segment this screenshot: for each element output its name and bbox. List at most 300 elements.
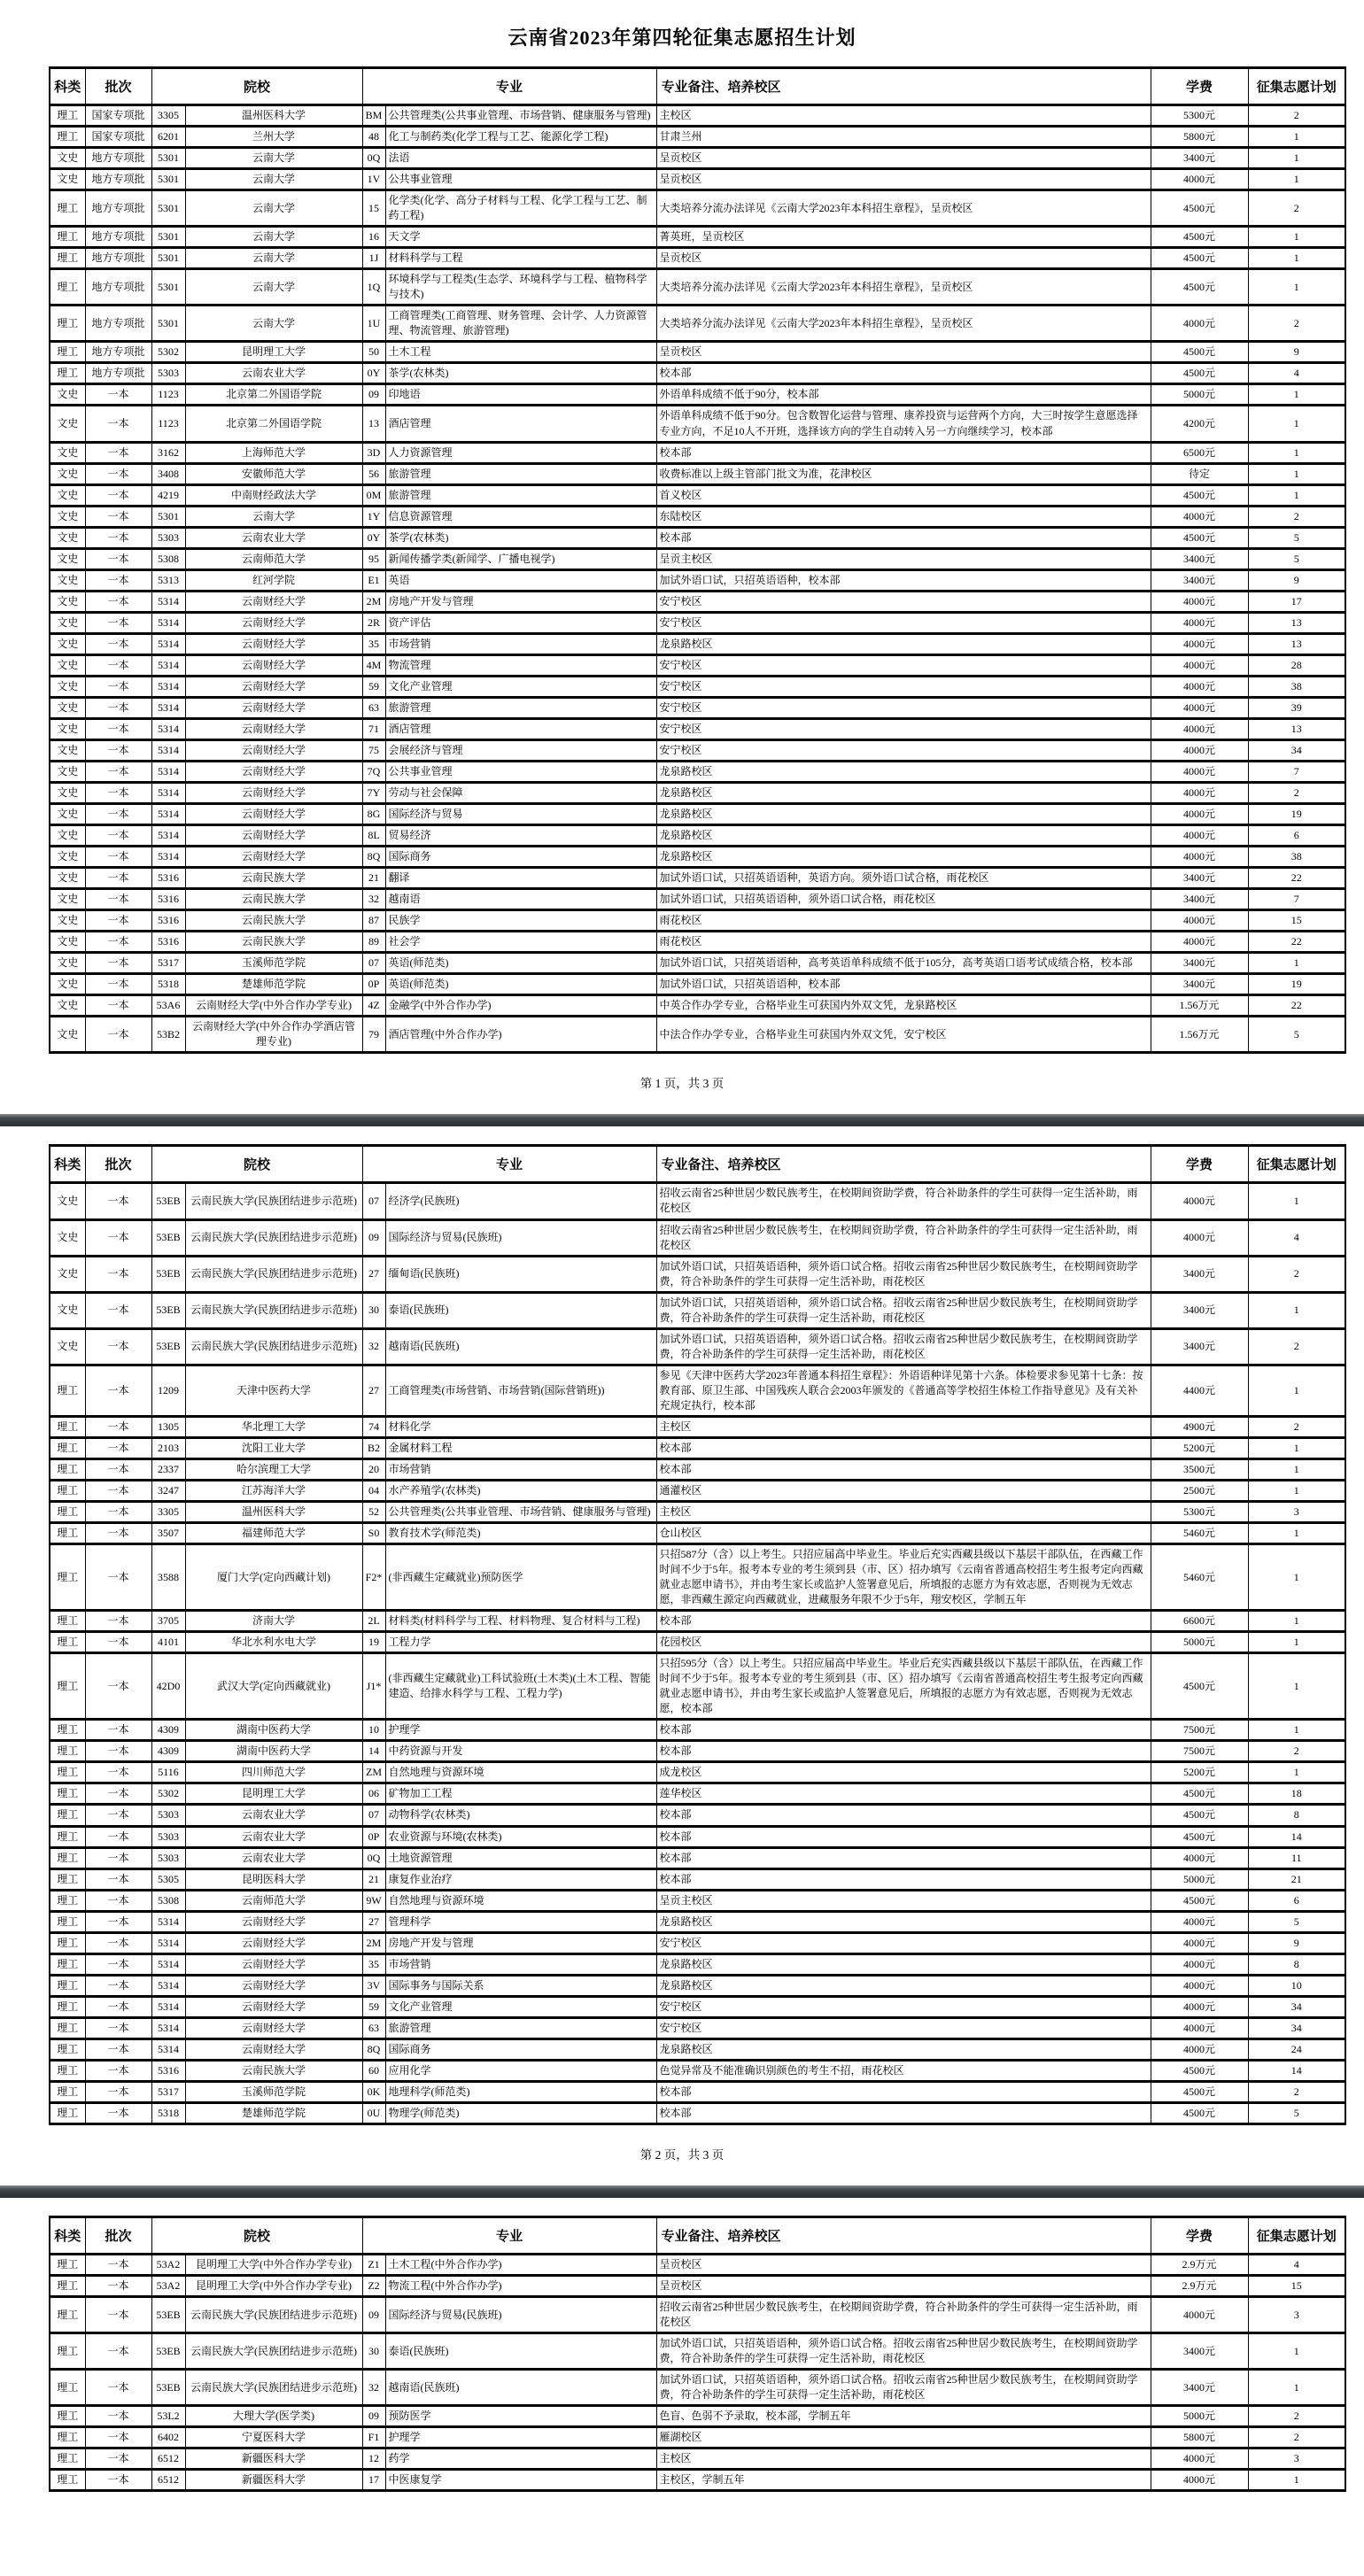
batch-cell: 一本 xyxy=(85,1720,151,1741)
major-code-cell: 0U xyxy=(362,2102,385,2123)
major-name-cell: 工程力学 xyxy=(385,1632,656,1653)
batch-cell: 一本 xyxy=(85,2470,151,2491)
college-name-cell: 温州医科大学 xyxy=(185,105,362,127)
plan-count-cell: 1 xyxy=(1248,384,1345,406)
major-name-cell: 国际经济与贸易(民族班) xyxy=(385,2297,656,2333)
plan-count-cell: 8 xyxy=(1248,1953,1345,1975)
page-3 xyxy=(0,2216,1364,2492)
table-row xyxy=(50,1953,1345,1975)
major-code-cell: 74 xyxy=(362,1416,385,1437)
batch-cell: 一本 xyxy=(85,484,151,506)
major-name-cell: 印地语 xyxy=(385,384,656,406)
major-name-cell: 国际经济与贸易(民族班) xyxy=(385,1219,656,1256)
table-row xyxy=(50,847,1345,868)
remark-campus-cell: 东陆校区 xyxy=(656,506,1151,527)
plan-count-cell: 1 xyxy=(1248,484,1345,506)
col-header-major: 专业 xyxy=(362,68,656,105)
batch-cell: 一本 xyxy=(85,2370,151,2406)
header-row xyxy=(50,1146,1345,1183)
table-row xyxy=(50,190,1345,227)
admission-plan-table-3 xyxy=(49,2216,1346,2492)
college-code-cell: 53EB xyxy=(151,1219,185,1256)
major-name-cell: 康复作业治疗 xyxy=(385,1868,656,1890)
table-row xyxy=(50,910,1345,932)
college-code-cell: 5314 xyxy=(151,591,185,612)
table-row xyxy=(50,1741,1345,1762)
major-name-cell: 越南语 xyxy=(385,889,656,910)
table-row xyxy=(50,1632,1345,1653)
table-header xyxy=(50,1146,1345,1183)
plan-count-cell: 11 xyxy=(1248,1847,1345,1868)
remark-campus-cell: 龙泉路校区 xyxy=(656,1953,1151,1975)
remark-campus-cell: 加试外语口试，只招英语语种，高考英语单科成绩不低于105分，高考英语口语考试成绩合格，校本部 xyxy=(656,953,1151,974)
plan-count-cell: 5 xyxy=(1248,1017,1345,1053)
major-code-cell: 0Q xyxy=(362,148,385,169)
major-name-cell: 经济学(民族班) xyxy=(385,1183,656,1219)
col-header-plan-count: 征集志愿计划 xyxy=(1248,2216,1345,2254)
plan-count-cell: 4 xyxy=(1248,2254,1345,2275)
college-name-cell: 云南财经大学 xyxy=(185,783,362,804)
fee-cell: 4000元 xyxy=(1151,1219,1248,1256)
batch-cell: 一本 xyxy=(85,974,151,995)
college-code-cell: 3408 xyxy=(151,463,185,484)
batch-cell: 一本 xyxy=(85,633,151,654)
batch-cell: 地方专项批 xyxy=(85,269,151,306)
major-code-cell: 21 xyxy=(362,1868,385,1890)
major-name-cell: 社会学 xyxy=(385,932,656,953)
remark-campus-cell: 安宁校区 xyxy=(656,591,1151,612)
college-name-cell: 云南财经大学 xyxy=(185,718,362,739)
table-row xyxy=(50,1416,1345,1437)
college-code-cell: 5314 xyxy=(151,739,185,761)
category-cell: 理工 xyxy=(50,2427,85,2448)
remark-campus-cell: 菁英班，呈贡校区 xyxy=(656,227,1151,248)
college-code-cell: 5301 xyxy=(151,506,185,527)
college-code-cell: 53EB xyxy=(151,2333,185,2370)
major-code-cell: 56 xyxy=(362,463,385,484)
college-code-cell: 2103 xyxy=(151,1437,185,1458)
remark-campus-cell: 龙泉路校区 xyxy=(656,633,1151,654)
major-code-cell: J1* xyxy=(362,1653,385,1720)
remark-campus-cell: 校本部 xyxy=(656,1741,1151,1762)
col-header-plan-count: 征集志愿计划 xyxy=(1248,68,1345,105)
fee-cell: 5300元 xyxy=(1151,1501,1248,1522)
major-code-cell: 71 xyxy=(362,718,385,739)
plan-count-cell: 18 xyxy=(1248,1783,1345,1805)
major-name-cell: (非西藏生定藏就业)预防医学 xyxy=(385,1544,656,1611)
fee-cell: 4500元 xyxy=(1151,527,1248,548)
category-cell: 文史 xyxy=(50,612,85,633)
category-cell: 文史 xyxy=(50,910,85,932)
plan-count-cell: 3 xyxy=(1248,1501,1345,1522)
college-code-cell: 53EB xyxy=(151,1183,185,1219)
fee-cell: 4000元 xyxy=(1151,612,1248,633)
major-name-cell: 材料科学与工程 xyxy=(385,248,656,269)
batch-cell: 一本 xyxy=(85,825,151,847)
major-name-cell: 护理学 xyxy=(385,2427,656,2448)
plan-count-cell: 1 xyxy=(1248,148,1345,169)
fee-cell: 1.56万元 xyxy=(1151,1017,1248,1053)
college-name-cell: 红河学院 xyxy=(185,569,362,591)
fee-cell: 4000元 xyxy=(1151,2038,1248,2060)
college-code-cell: 5303 xyxy=(151,363,185,384)
batch-cell: 一本 xyxy=(85,1868,151,1890)
remark-campus-cell: 中法合作办学专业，合格毕业生可获国内外双文凭，安宁校区 xyxy=(656,1017,1151,1053)
table-row xyxy=(50,2370,1345,2406)
plan-count-cell: 5 xyxy=(1248,2102,1345,2123)
major-code-cell: 0M xyxy=(362,484,385,506)
fee-cell: 4000元 xyxy=(1151,739,1248,761)
category-cell: 文史 xyxy=(50,1256,85,1292)
col-header-fee: 学费 xyxy=(1151,1146,1248,1183)
fee-cell: 5000元 xyxy=(1151,1632,1248,1653)
college-name-cell: 云南大学 xyxy=(185,148,362,169)
college-name-cell: 云南民族大学(民族团结进步示范班) xyxy=(185,1219,362,1256)
table-row xyxy=(50,148,1345,169)
col-header-remark-campus: 专业备注、培养校区 xyxy=(656,68,1151,105)
category-cell: 理工 xyxy=(50,1632,85,1653)
plan-count-cell: 9 xyxy=(1248,569,1345,591)
plan-count-cell: 15 xyxy=(1248,910,1345,932)
fee-cell: 3400元 xyxy=(1151,953,1248,974)
remark-campus-cell: 安宁校区 xyxy=(656,612,1151,633)
table-row xyxy=(50,442,1345,463)
remark-campus-cell: 加试外语口试，只招英语语种，须外语口试合格。招收云南省25种世居少数民族考生，在校期间资助学费，符合补助条件的学生可获得一定生活补助，雨花校区 xyxy=(656,2370,1151,2406)
fee-cell: 2.9万元 xyxy=(1151,2275,1248,2296)
category-cell: 理工 xyxy=(50,2333,85,2370)
batch-cell: 地方专项批 xyxy=(85,148,151,169)
plan-count-cell: 2 xyxy=(1248,2406,1345,2427)
major-code-cell: 09 xyxy=(362,2406,385,2427)
major-code-cell: 07 xyxy=(362,1805,385,1826)
remark-campus-cell: 安宁校区 xyxy=(656,676,1151,697)
category-cell: 文史 xyxy=(50,148,85,169)
table-row xyxy=(50,1017,1345,1053)
table-row xyxy=(50,2081,1345,2102)
major-code-cell: 27 xyxy=(362,1365,385,1416)
batch-cell: 一本 xyxy=(85,1523,151,1544)
table-row xyxy=(50,932,1345,953)
remark-campus-cell: 主校区 xyxy=(656,105,1151,127)
fee-cell: 4000元 xyxy=(1151,2297,1248,2333)
plan-count-cell: 13 xyxy=(1248,718,1345,739)
fee-cell: 4500元 xyxy=(1151,227,1248,248)
fee-cell: 3400元 xyxy=(1151,2333,1248,2370)
batch-cell: 一本 xyxy=(85,2275,151,2296)
college-code-cell: 5317 xyxy=(151,953,185,974)
fee-cell: 5000元 xyxy=(1151,384,1248,406)
batch-cell: 一本 xyxy=(85,953,151,974)
college-name-cell: 云南财经大学 xyxy=(185,1911,362,1932)
col-header-remark-campus: 专业备注、培养校区 xyxy=(656,2216,1151,2254)
fee-cell: 4500元 xyxy=(1151,2081,1248,2102)
college-name-cell: 云南民族大学(民族团结进步示范班) xyxy=(185,1256,362,1292)
major-name-cell: 国际商务 xyxy=(385,847,656,868)
major-code-cell: 7Y xyxy=(362,783,385,804)
category-cell: 文史 xyxy=(50,484,85,506)
fee-cell: 4000元 xyxy=(1151,1953,1248,1975)
category-cell: 文史 xyxy=(50,974,85,995)
fee-cell: 4000元 xyxy=(1151,1996,1248,2017)
page-title: 云南省2023年第四轮征集志愿招生计划 xyxy=(508,27,856,49)
plan-count-cell: 22 xyxy=(1248,995,1345,1017)
table-row xyxy=(50,127,1345,148)
category-cell: 文史 xyxy=(50,804,85,825)
plan-count-cell: 22 xyxy=(1248,932,1345,953)
remark-campus-cell: 主校区，学制五年 xyxy=(656,2470,1151,2491)
batch-cell: 一本 xyxy=(85,612,151,633)
major-name-cell: 管理科学 xyxy=(385,1911,656,1932)
plan-count-cell: 1 xyxy=(1248,2370,1345,2406)
college-name-cell: 新疆医科大学 xyxy=(185,2448,362,2470)
category-cell: 文史 xyxy=(50,548,85,569)
table-header xyxy=(50,2216,1345,2254)
major-code-cell: 63 xyxy=(362,697,385,718)
fee-cell: 4000元 xyxy=(1151,718,1248,739)
major-name-cell: 中药资源与开发 xyxy=(385,1741,656,1762)
remark-campus-cell: 安宁校区 xyxy=(656,2017,1151,2038)
fee-cell: 4000元 xyxy=(1151,633,1248,654)
major-name-cell: 水产养殖学(农林类) xyxy=(385,1480,656,1501)
major-name-cell: 越南语(民族班) xyxy=(385,2370,656,2406)
college-name-cell: 沈阳工业大学 xyxy=(185,1437,362,1458)
college-code-cell: 4101 xyxy=(151,1632,185,1653)
category-cell: 文史 xyxy=(50,739,85,761)
page-separator-bar-1 xyxy=(0,1114,1364,1126)
major-name-cell: 国际事务与国际关系 xyxy=(385,1975,656,1996)
remark-campus-cell: 呈贡校区 xyxy=(656,342,1151,363)
remark-campus-cell: 安宁校区 xyxy=(656,739,1151,761)
batch-cell: 地方专项批 xyxy=(85,306,151,342)
major-code-cell: 15 xyxy=(362,190,385,227)
table-row xyxy=(50,306,1345,342)
batch-cell: 一本 xyxy=(85,697,151,718)
batch-cell: 一本 xyxy=(85,1256,151,1292)
major-name-cell: 物流管理 xyxy=(385,654,656,676)
batch-cell: 一本 xyxy=(85,804,151,825)
major-code-cell: 2R xyxy=(362,612,385,633)
batch-cell: 一本 xyxy=(85,1416,151,1437)
plan-count-cell: 2 xyxy=(1248,2081,1345,2102)
major-code-cell: 87 xyxy=(362,910,385,932)
college-name-cell: 云南大学 xyxy=(185,306,362,342)
fee-cell: 6600元 xyxy=(1151,1611,1248,1632)
category-cell: 文史 xyxy=(50,995,85,1017)
plan-count-cell: 2 xyxy=(1248,1416,1345,1437)
college-code-cell: 5314 xyxy=(151,1932,185,1953)
major-code-cell: F2* xyxy=(362,1544,385,1611)
plan-count-cell: 14 xyxy=(1248,2060,1345,2081)
fee-cell: 5200元 xyxy=(1151,1437,1248,1458)
batch-cell: 一本 xyxy=(85,1365,151,1416)
major-name-cell: 自然地理与资源环境 xyxy=(385,1890,656,1911)
major-code-cell: 0Q xyxy=(362,1847,385,1868)
college-code-cell: 5301 xyxy=(151,306,185,342)
college-name-cell: 厦门大学(定向西藏计划) xyxy=(185,1544,362,1611)
batch-cell: 一本 xyxy=(85,995,151,1017)
plan-count-cell: 1 xyxy=(1248,1653,1345,1720)
table-row xyxy=(50,1544,1345,1611)
major-name-cell: 国际经济与贸易 xyxy=(385,804,656,825)
college-name-cell: 云南财经大学 xyxy=(185,847,362,868)
batch-cell: 一本 xyxy=(85,442,151,463)
category-cell: 理工 xyxy=(50,2254,85,2275)
major-name-cell: 土木工程 xyxy=(385,342,656,363)
col-header-category: 科类 xyxy=(50,68,85,105)
remark-campus-cell: 校本部 xyxy=(656,2081,1151,2102)
college-name-cell: 云南大学 xyxy=(185,506,362,527)
college-name-cell: 昆明医科大学 xyxy=(185,1868,362,1890)
remark-campus-cell: 大类培养分流办法详见《云南大学2023年本科招生章程》，呈贡校区 xyxy=(656,190,1151,227)
college-code-cell: 5314 xyxy=(151,1953,185,1975)
college-code-cell: 6402 xyxy=(151,2427,185,2448)
table-row xyxy=(50,762,1345,783)
major-name-cell: 土地资源管理 xyxy=(385,1847,656,1868)
fee-cell: 4200元 xyxy=(1151,406,1248,442)
batch-cell: 一本 xyxy=(85,1805,151,1826)
college-name-cell: 云南民族大学 xyxy=(185,868,362,889)
category-cell: 理工 xyxy=(50,1826,85,1847)
major-name-cell: 房地产开发与管理 xyxy=(385,591,656,612)
college-name-cell: 云南财经大学 xyxy=(185,2038,362,2060)
fee-cell: 2.9万元 xyxy=(1151,2254,1248,2275)
remark-campus-cell: 校本部 xyxy=(656,363,1151,384)
remark-campus-cell: 加试外语口试，只招英语语种，须外语口试合格，雨花校区 xyxy=(656,889,1151,910)
batch-cell: 一本 xyxy=(85,1458,151,1480)
plan-count-cell: 38 xyxy=(1248,847,1345,868)
table-row xyxy=(50,953,1345,974)
major-name-cell: 越南语(民族班) xyxy=(385,1328,656,1365)
college-code-cell: 53A2 xyxy=(151,2254,185,2275)
major-code-cell: 19 xyxy=(362,1632,385,1653)
batch-cell: 一本 xyxy=(85,2406,151,2427)
plan-count-cell: 3 xyxy=(1248,2448,1345,2470)
table-row xyxy=(50,1762,1345,1783)
remark-campus-cell: 校本部 xyxy=(656,1720,1151,1741)
college-name-cell: 云南财经大学 xyxy=(185,612,362,633)
college-name-cell: 云南财经大学 xyxy=(185,804,362,825)
batch-cell: 地方专项批 xyxy=(85,363,151,384)
table-row xyxy=(50,1437,1345,1458)
remark-campus-cell: 成龙校区 xyxy=(656,1762,1151,1783)
fee-cell: 4000元 xyxy=(1151,1975,1248,1996)
plan-count-cell: 9 xyxy=(1248,1932,1345,1953)
major-code-cell: 27 xyxy=(362,1256,385,1292)
college-code-cell: 53EB xyxy=(151,2370,185,2406)
remark-campus-cell: 大类培养分流办法详见《云南大学2023年本科招生章程》，呈贡校区 xyxy=(656,269,1151,306)
plan-count-cell: 2 xyxy=(1248,783,1345,804)
major-name-cell: 地理科学(师范类) xyxy=(385,2081,656,2102)
major-name-cell: 金属材料工程 xyxy=(385,1437,656,1458)
major-name-cell: 民族学 xyxy=(385,910,656,932)
remark-campus-cell: 雨花校区 xyxy=(656,910,1151,932)
college-name-cell: 楚雄师范学院 xyxy=(185,974,362,995)
major-code-cell: 17 xyxy=(362,2470,385,2491)
major-name-cell: 应用化学 xyxy=(385,2060,656,2081)
college-name-cell: 昆明理工大学(中外合作办学专业) xyxy=(185,2254,362,2275)
college-code-cell: 53EB xyxy=(151,1256,185,1292)
major-code-cell: ZM xyxy=(362,1762,385,1783)
category-cell: 文史 xyxy=(50,633,85,654)
col-header-plan-count: 征集志愿计划 xyxy=(1248,1146,1345,1183)
batch-cell: 一本 xyxy=(85,762,151,783)
plan-count-cell: 5 xyxy=(1248,1911,1345,1932)
college-code-cell: 5314 xyxy=(151,697,185,718)
batch-cell: 一本 xyxy=(85,1328,151,1365)
college-name-cell: 云南大学 xyxy=(185,227,362,248)
major-code-cell: 20 xyxy=(362,1458,385,1480)
batch-cell: 一本 xyxy=(85,548,151,569)
remark-campus-cell: 大类培养分流办法详见《云南大学2023年本科招生章程》，呈贡校区 xyxy=(656,306,1151,342)
fee-cell: 4900元 xyxy=(1151,1416,1248,1437)
college-code-cell: 5314 xyxy=(151,676,185,697)
remark-campus-cell: 莲华校区 xyxy=(656,1783,1151,1805)
category-cell: 理工 xyxy=(50,248,85,269)
remark-campus-cell: 校本部 xyxy=(656,1458,1151,1480)
fee-cell: 3400元 xyxy=(1151,1292,1248,1328)
major-name-cell: 人力资源管理 xyxy=(385,442,656,463)
plan-count-cell: 1 xyxy=(1248,1523,1345,1544)
remark-campus-cell: 龙泉路校区 xyxy=(656,804,1151,825)
college-name-cell: 云南农业大学 xyxy=(185,1805,362,1826)
plan-count-cell: 6 xyxy=(1248,1890,1345,1911)
college-name-cell: 云南民族大学(民族团结进步示范班) xyxy=(185,2297,362,2333)
remark-campus-cell: 参见《天津中医药大学2023年普通本科招生章程》：外语语种详见第十六条。体检要求参见第十七条：按教育部、原卫生部、中国残疾人联合会2003年颁发的《普通高等学校招生体检工作指导意见》及有关补充规定执行，校本部 xyxy=(656,1365,1151,1416)
college-code-cell: 5314 xyxy=(151,762,185,783)
college-code-cell: 5316 xyxy=(151,910,185,932)
college-name-cell: 温州医科大学 xyxy=(185,1501,362,1522)
table-row xyxy=(50,2297,1345,2333)
category-cell: 理工 xyxy=(50,1437,85,1458)
batch-cell: 一本 xyxy=(85,2333,151,2370)
category-cell: 文史 xyxy=(50,676,85,697)
college-code-cell: 5314 xyxy=(151,804,185,825)
college-code-cell: 53EB xyxy=(151,1328,185,1365)
plan-count-cell: 1 xyxy=(1248,1183,1345,1219)
college-code-cell: 5314 xyxy=(151,1975,185,1996)
major-code-cell: 21 xyxy=(362,868,385,889)
college-code-cell: 5317 xyxy=(151,2081,185,2102)
table-row xyxy=(50,2275,1345,2296)
college-name-cell: 大理大学(医学类) xyxy=(185,2406,362,2427)
category-cell: 理工 xyxy=(50,1480,85,1501)
table-row xyxy=(50,1847,1345,1868)
col-header-major: 专业 xyxy=(362,1146,656,1183)
batch-cell: 一本 xyxy=(85,1480,151,1501)
batch-cell: 一本 xyxy=(85,932,151,953)
major-name-cell: 化工与制药类(化学工程与工艺、能源化学工程) xyxy=(385,127,656,148)
remark-campus-cell: 安宁校区 xyxy=(656,654,1151,676)
batch-cell: 地方专项批 xyxy=(85,227,151,248)
table-row xyxy=(50,1219,1345,1256)
major-name-cell: 环境科学与工程类(生态学、环境科学与工程、植物科学与技术) xyxy=(385,269,656,306)
table-row xyxy=(50,506,1345,527)
plan-count-cell: 15 xyxy=(1248,2275,1345,2296)
major-code-cell: 59 xyxy=(362,1996,385,2017)
table-row xyxy=(50,1911,1345,1932)
major-name-cell: 工商管理类(市场营销、市场营销(国际营销班)) xyxy=(385,1365,656,1416)
table-row xyxy=(50,974,1345,995)
fee-cell: 7500元 xyxy=(1151,1741,1248,1762)
batch-cell: 一本 xyxy=(85,1544,151,1611)
remark-campus-cell: 雨花校区 xyxy=(656,932,1151,953)
major-name-cell: 英语 xyxy=(385,569,656,591)
remark-campus-cell: 通灌校区 xyxy=(656,1480,1151,1501)
col-header-category: 科类 xyxy=(50,2216,85,2254)
category-cell: 理工 xyxy=(50,127,85,148)
college-code-cell: 53A6 xyxy=(151,995,185,1017)
plan-count-cell: 39 xyxy=(1248,697,1345,718)
